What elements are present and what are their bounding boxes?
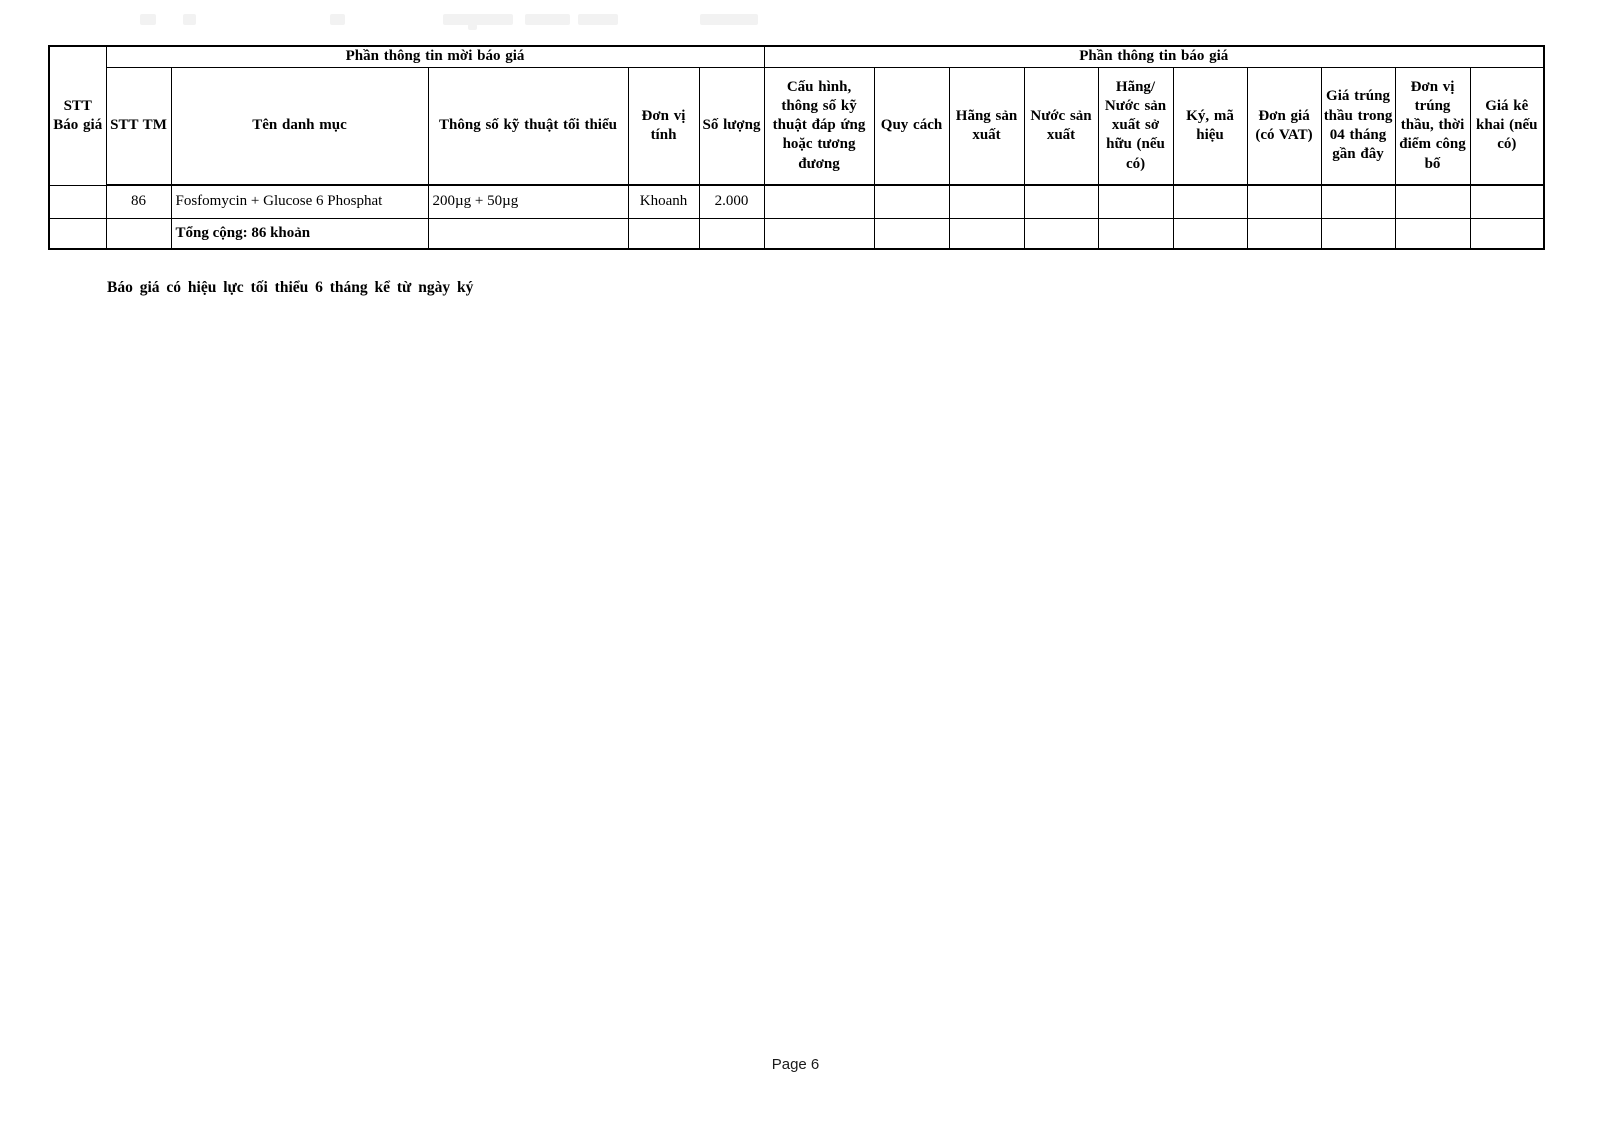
artifact-smudge [140,14,156,25]
item-cell-nuoc-san-xuat [1024,185,1098,218]
total-cell-empty [949,218,1024,249]
item-cell-so-luong: 2.000 [699,185,764,218]
artifact-smudge [468,24,477,30]
item-cell-ten-danh-muc: Fosfomycin + Glucose 6 Phosphat [171,185,428,218]
item-cell-hang-san-xuat [949,185,1024,218]
item-cell-quy-cach [874,185,949,218]
header-hang-san-xuat: Hãng sản xuất [949,67,1024,185]
item-cell-gia-ke-khai [1470,185,1544,218]
item-cell-cau-hinh [764,185,874,218]
header-ky-ma-hieu: Ký, mã hiệu [1173,67,1247,185]
total-cell-empty [1024,218,1098,249]
quotation-table [48,45,1545,250]
header-ten-danh-muc: Tên danh mục [171,67,428,185]
header-so-luong: Số lượng [699,67,764,185]
item-cell-thong-so: 200µg + 50µg [428,185,628,218]
header-don-vi-tinh: Đơn vị tính [628,67,699,185]
header-stt-bao-gia: STT Báo giá [49,46,106,185]
group-header-row [49,46,1544,67]
total-cell-empty [628,218,699,249]
total-cell-empty [1321,218,1395,249]
item-cell-stt-bao-gia [49,185,106,218]
total-cell-stt-bao-gia [49,218,106,249]
artifact-smudge [700,14,758,25]
group-header-invite-info: Phần thông tin mời báo giá [106,46,764,67]
validity-note: Báo giá có hiệu lực tối thiểu 6 tháng kể từ ngày ký [107,279,474,296]
header-cau-hinh: Cấu hình, thông số kỹ thuật đáp ứng hoặc tương đương [764,67,874,185]
header-gia-trung-thau: Giá trúng thầu trong 04 tháng gần đây [1321,67,1395,185]
item-row [49,185,1544,218]
total-cell-empty [699,218,764,249]
item-cell-hang-nuoc-so-huu [1098,185,1173,218]
item-cell-gia-trung-thau [1321,185,1395,218]
header-nuoc-san-xuat: Nước sản xuất [1024,67,1098,185]
header-thong-so-ky-thuat: Thông số kỹ thuật tối thiểu [428,67,628,185]
header-don-vi-trung-thau: Đơn vị trúng thầu, thời điểm công bố [1395,67,1470,185]
item-cell-don-vi-trung-thau [1395,185,1470,218]
item-cell-don-gia-vat [1247,185,1321,218]
column-header-row [49,67,1544,185]
item-cell-stt-tm: 86 [106,185,171,218]
header-stt-tm: STT TM [106,67,171,185]
header-don-gia-vat: Đơn giá (có VAT) [1247,67,1321,185]
artifact-smudge [578,14,618,25]
artifact-smudge [183,14,196,25]
item-cell-don-vi-tinh: Khoanh [628,185,699,218]
total-cell-stt-tm [106,218,171,249]
artifact-smudge [330,14,345,25]
total-cell-empty [764,218,874,249]
group-header-quote-info: Phần thông tin báo giá [764,46,1544,67]
item-cell-ky-ma-hieu [1173,185,1247,218]
total-cell-empty [1470,218,1544,249]
total-label: Tổng cộng: 86 khoản [171,218,428,249]
artifact-smudge [525,14,570,25]
total-cell-empty [874,218,949,249]
total-cell-empty [428,218,628,249]
total-cell-empty [1098,218,1173,249]
total-cell-empty [1395,218,1470,249]
total-row [49,218,1544,249]
header-quy-cach: Quy cách [874,67,949,185]
total-cell-empty [1247,218,1321,249]
page-number: Page 6 [771,1056,820,1073]
header-hang-nuoc-so-huu: Hãng/ Nước sản xuất sở hữu (nếu có) [1098,67,1173,185]
header-gia-ke-khai: Giá kê khai (nếu có) [1470,67,1544,185]
total-cell-empty [1173,218,1247,249]
artifact-smudge [443,14,513,25]
